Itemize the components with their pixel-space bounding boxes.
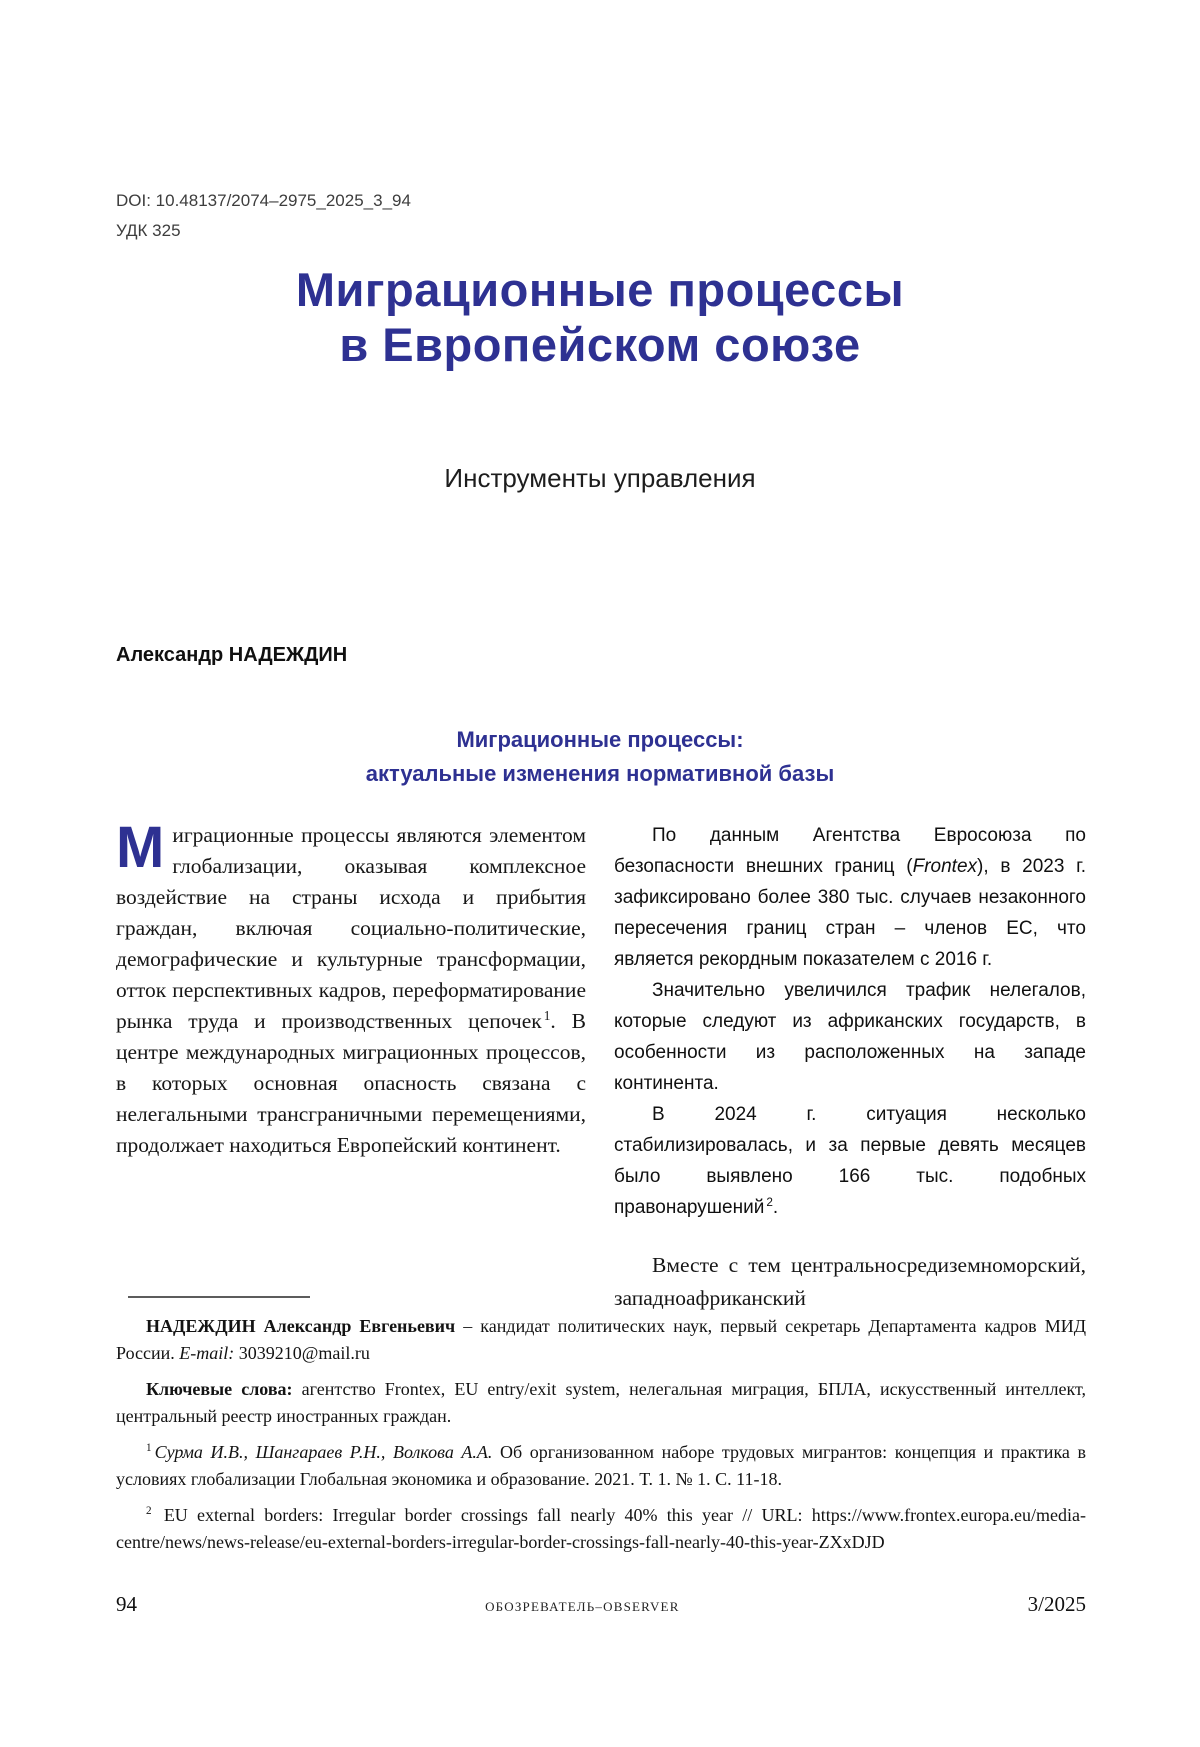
article-title-line-1: Миграционные процессы — [295, 263, 905, 316]
inset-paragraph-1-text-b: ), в 2023 г. зафиксировано более 380 тыс. случаев незаконного пересечения границ стран – членов ЕС, что является рекордным показателем с 2016 г. — [614, 856, 1086, 970]
inset-paragraph-2: Значительно увеличился трафик нелегалов, которые следуют из африканских государств, в особенности из расположенных на западе континента. — [614, 980, 1086, 1094]
author-bio-name: НАДЕЖДИН Александр Евгеньевич — [146, 1316, 456, 1336]
section-heading-line-2: актуальные изменения нормативной базы — [365, 761, 835, 786]
issue-number: 3/2025 — [1027, 1592, 1086, 1616]
body-paragraph-continuing: Вместе с тем центральносредиземноморский, западноафриканский — [614, 1253, 1086, 1310]
page-footer — [116, 1592, 1086, 1617]
footnote-1-authors: Сурма И.В., Шангараев Р.Н., Волкова А.А. — [154, 1442, 493, 1462]
page-number: 94 — [116, 1592, 137, 1616]
left-column — [116, 815, 586, 1315]
email-address: 3039210@mail.ru — [234, 1343, 370, 1363]
article-title — [0, 262, 1200, 372]
inset-paragraph-3-end: . — [772, 1197, 779, 1218]
footnote-ref-1: 1 — [543, 1007, 551, 1023]
author-bio-text: – кандидат политических наук, первый секретарь Департамента кадров МИД России. — [116, 1316, 1086, 1363]
dropcap-letter: М — [116, 815, 165, 880]
keywords-paragraph — [116, 1376, 1086, 1430]
inset-paragraph-3-text: В 2024 г. ситуация несколько стабилизировалась, и за первые девять месяцев было выявлено 166 тыс. подобных правонарушений — [614, 1104, 1086, 1218]
footnote-1 — [116, 1439, 1086, 1493]
footnote-2 — [116, 1502, 1086, 1556]
footnote-2-text: EU external borders: Irregular border crossings fall nearly 40% this year // URL: https://www.frontex.europa.eu/media-centre/news/news-release/eu-external-borders-irregular-border-crossings-fall-nearly-40-this-year-ZXxDJD — [116, 1505, 1086, 1552]
email-label: E-mail: — [179, 1343, 235, 1363]
left-paragraph-text: играционные процессы являются элементом глобализации, оказывая комплексное воздействие на страны исхода и прибытия граждан, включая социально-политические, демографические и культурные трансформации, отток перспективных кадров, переформатирование рынка труда и производственных цепочек — [116, 823, 586, 1033]
udc-line: УДК 325 — [116, 221, 181, 240]
section-heading-line-1: Миграционные процессы: — [456, 727, 744, 752]
inset-paragraph-1-text-a: По данным Агентства Евросоюза по безопасности внешних границ ( — [614, 825, 1086, 877]
article-body — [116, 815, 1086, 1315]
section-heading — [0, 723, 1200, 791]
footnote-2-marker: 2 — [146, 1505, 152, 1517]
article-meta — [116, 186, 411, 246]
inset-paragraph-1 — [614, 820, 1086, 975]
article-title-line-2: в Европейском союзе — [339, 318, 861, 371]
inset-paragraph-3 — [614, 1099, 1086, 1223]
footnote-area — [116, 1296, 1086, 1556]
footnote-1-marker: 1 — [146, 1442, 152, 1454]
keywords-text: агентство Frontex, EU entry/exit system, нелегальная миграция, БПЛА, искусственный интеллект, центральный реестр иностранных граждан. — [116, 1379, 1086, 1426]
left-column-paragraph — [116, 815, 586, 1161]
footnote-1-text: Об организованном наборе трудовых мигрантов: концепция и практика в условиях глобализации Глобальная экономика и образование. 2021. Т. 1. № 1. С. 11-18. — [116, 1442, 1086, 1489]
doi-line: DOI: 10.48137/2074–2975_2025_3_94 — [116, 191, 411, 210]
right-column — [614, 820, 1086, 1315]
footnote-ref-2: 2 — [766, 1195, 773, 1209]
author-name: Александр НАДЕЖДИН — [116, 644, 348, 666]
journal-name: ОБОЗРЕВАТЕЛЬ–OBSERVER — [485, 1599, 680, 1614]
author-bio — [116, 1313, 1086, 1367]
left-paragraph-continuation: . В центре международных миграционных процессов, в которых основная опасность связана с нелегальными трансграничными перемещениями, продолжает находиться Европейский континент. — [116, 1009, 586, 1157]
footnote-separator-rule — [128, 1296, 310, 1298]
keywords-label: Ключевые слова: — [146, 1379, 293, 1399]
article-subtitle: Инструменты управления — [444, 463, 756, 493]
frontex-italic: Frontex — [912, 856, 978, 877]
